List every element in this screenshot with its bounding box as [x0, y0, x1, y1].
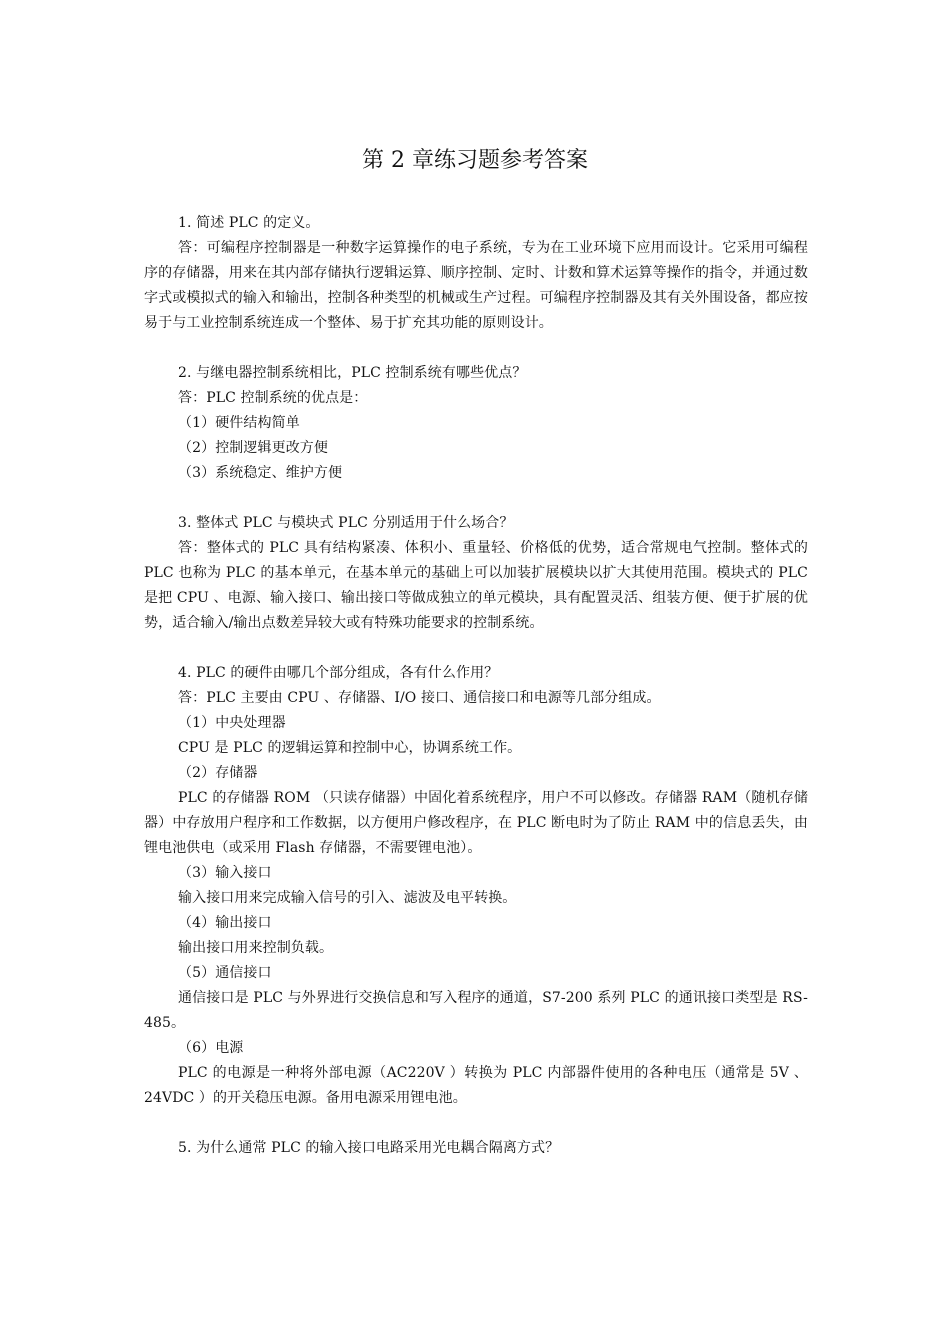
question-5: 5. 为什么通常 PLC 的输入接口电路采用光电耦合隔离方式？ — [178, 1140, 560, 1156]
spacer — [144, 636, 808, 661]
document-body — [144, 211, 808, 1161]
section-heading: （6）电源 — [178, 1040, 244, 1056]
list-item: （2）控制逻辑更改方便 — [178, 440, 329, 456]
section-heading: （1）中央处理器 — [178, 715, 286, 731]
page-title: 第 2 章练习题参考答案 — [362, 148, 588, 173]
question-3: 3. 整体式 PLC 与模块式 PLC 分别适用于什么场合？ — [178, 515, 514, 531]
answer-1: 答：可编程序控制器是一种数字运算操作的电子系统，专为在工业环境下应用而设计。它采用可编程序的存储器，用来在其内部存储执行逻辑运算、顺序控制、定时、计数和算术运算等操作的指令，并通过数字式或模拟式的输入和输出，控制各种类型的机械或生产过程。可编程序控制器及其有关外围设备，都应按易于与工业控制系统连成一个整体、易于扩充其功能的原则设计。 — [144, 240, 808, 331]
section-text: PLC 的电源是一种将外部电源（AC220V ）转换为 PLC 内部器件使用的各种电压（通常是 5V 、24VDC ）的开关稳压电源。备用电源采用锂电池。 — [144, 1065, 808, 1106]
section-text: 通信接口是 PLC 与外界进行交换信息和写入程序的通道，S7-200 系列 PLC 的通讯接口类型是 RS-485。 — [144, 990, 808, 1031]
question-4: 4. PLC 的硬件由哪几个部分组成，各有什么作用？ — [178, 665, 499, 681]
answer-4: 答：PLC 主要由 CPU 、存储器、I/O 接口、通信接口和电源等几部分组成。 — [178, 690, 661, 706]
question-1: 1. 简述 PLC 的定义。 — [178, 215, 320, 231]
section-heading: （4）输出接口 — [178, 915, 272, 931]
section-text: CPU 是 PLC 的逻辑运算和控制中心，协调系统工作。 — [178, 740, 522, 756]
section-heading: （5）通信接口 — [178, 965, 272, 981]
spacer — [144, 486, 808, 511]
list-item: （3）系统稳定、维护方便 — [178, 465, 343, 481]
answer-2: 答：PLC 控制系统的优点是： — [178, 390, 368, 406]
list-item: （1）硬件结构简单 — [178, 415, 300, 431]
answer-3: 答：整体式的 PLC 具有结构紧凑、体积小、重量轻、价格低的优势，适合常规电气控制。整体式的 PLC 也称为 PLC 的基本单元，在基本单元的基础上可以加装扩展模块以扩大其使用范围。模块式的 PLC 是把 CPU 、电源、输入接口、输出接口等做成独立的单元模块，具有配置灵活、组装方便、便于扩展的优势，适合输入/输出点数差异较大或有特殊功能要求的控制系统。 — [144, 540, 808, 631]
section-text: 输入接口用来完成输入信号的引入、滤波及电平转换。 — [178, 890, 517, 906]
spacer — [144, 1111, 808, 1136]
question-2: 2. 与继电器控制系统相比，PLC 控制系统有哪些优点？ — [178, 365, 527, 381]
section-heading: （2）存储器 — [178, 765, 258, 781]
spacer — [144, 336, 808, 361]
section-text: 输出接口用来控制负载。 — [178, 940, 334, 956]
section-heading: （3）输入接口 — [178, 865, 272, 881]
section-text: PLC 的存储器 ROM （只读存储器）中固化着系统程序，用户不可以修改。存储器 RAM（随机存储器）中存放用户程序和工作数据，以方便用户修改程序，在 PLC 断电时为了防止 RAM 中的信息丢失，由锂电池供电（或采用 Flash 存储器，不需要锂电池）。 — [144, 790, 808, 856]
